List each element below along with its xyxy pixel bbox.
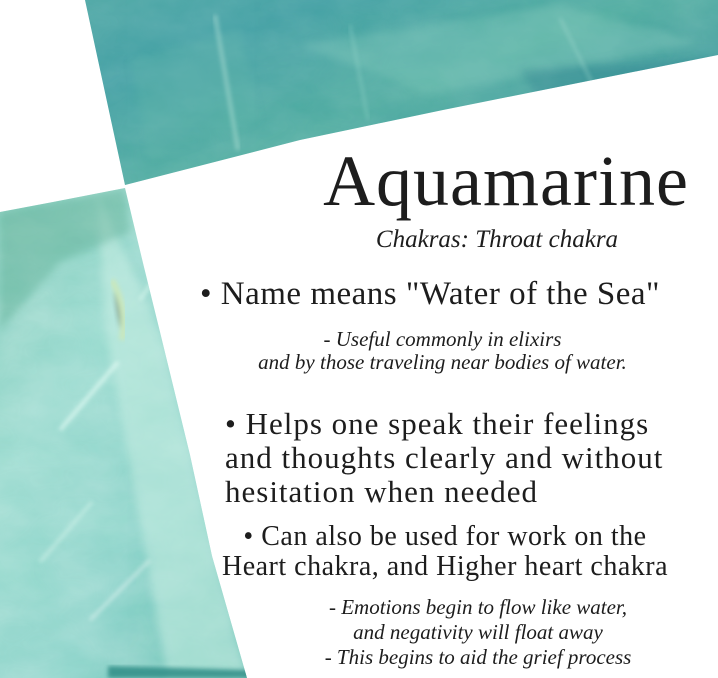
note-line: - Useful commonly in elixirs bbox=[323, 327, 562, 351]
note-line: and by those traveling near bodies of water. bbox=[258, 350, 627, 374]
note-line: - Emotions begin to flow like water, bbox=[328, 595, 628, 619]
note-heart-work bbox=[278, 595, 678, 670]
chakras-subtitle: Chakras: Throat chakra bbox=[375, 226, 619, 253]
left-crystal-image bbox=[0, 180, 260, 678]
bullet-line: hesitation when needed bbox=[225, 474, 538, 509]
note-line: - This begins to aid the grief process bbox=[324, 645, 632, 669]
bullet-name-meaning: • Name means "Water of the Sea" bbox=[199, 276, 660, 312]
bullet-line: • Helps one speak their feelings bbox=[225, 406, 650, 441]
bullet-line: Heart chakra, and Higher heart chakra bbox=[221, 551, 669, 582]
bullet-line: and thoughts clearly and without bbox=[225, 440, 664, 475]
page-title: Aquamarine bbox=[323, 141, 689, 221]
bullet-line: • Can also be used for work on the bbox=[243, 521, 647, 552]
note-line: and negativity will float away bbox=[353, 620, 603, 644]
bullet-heart-work bbox=[200, 522, 690, 582]
bullet-speaking bbox=[225, 407, 685, 509]
note-name-meaning bbox=[230, 328, 655, 374]
